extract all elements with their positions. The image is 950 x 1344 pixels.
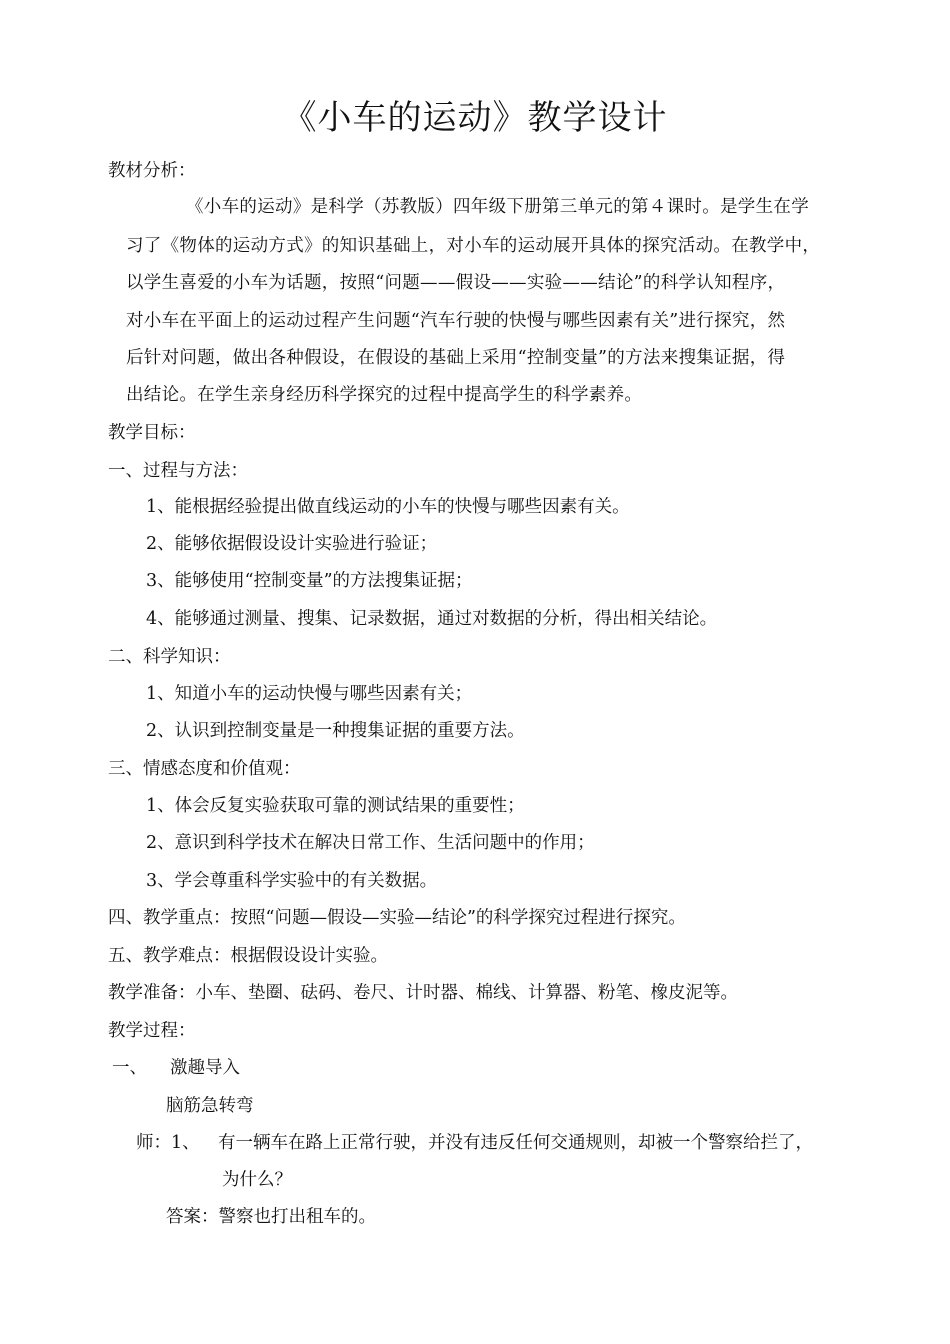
question-text-cont: 为什么？ [222, 1170, 292, 1190]
analysis-line: 习了《物体的运动方式》的知识基础上，对小车的运动展开具体的探究活动。在教学中， [126, 236, 821, 256]
process-heading: 教学过程： [108, 1021, 196, 1041]
analysis-line: 以学生喜爱的小车为话题，按照“问题——假设——实验——结论”的科学认知程序， [126, 273, 786, 293]
analysis-line: 《小车的运动》是科学（苏教版）四年级下册第三单元的第４课时。是学生在学 [186, 197, 809, 217]
list-item: 1、知道小车的运动快慢与哪些因素有关； [146, 684, 473, 704]
list-item: 2、意识到科学技术在解决日常工作、生活问题中的作用； [146, 833, 595, 853]
step-title: 激趣导入 [170, 1058, 240, 1078]
list-item: 2、能够依据假设设计实验进行验证； [146, 534, 438, 554]
question-text: 有一辆车在路上正常行驶，并没有违反任何交通规则，却被一个警察给拦了， [218, 1133, 813, 1153]
step-number: 一、 [112, 1058, 147, 1078]
section-heading: 二、科学知识： [108, 647, 231, 667]
section-heading: 一、过程与方法： [108, 461, 248, 481]
analysis-line: 后针对问题，做出各种假设，在假设的基础上采用“控制变量”的方法来搜集证据，得 [126, 348, 786, 368]
key-point: 四、教学重点：按照“问题—假设—实验—结论”的科学探究过程进行探究。 [108, 908, 686, 928]
answer-text: 答案：警察也打出租车的。 [166, 1207, 376, 1227]
preparation: 教学准备：小车、垫圈、砝码、卷尺、计时器、棉线、计算器、粉笔、橡皮泥等。 [108, 983, 738, 1003]
document-title: 《小车的运动》教学设计 [282, 98, 668, 138]
analysis-line: 对小车在平面上的运动过程产生问题“汽车行驶的快慢与哪些因素有关”进行探究，然 [126, 311, 786, 331]
list-item: 4、能够通过测量、搜集、记录数据，通过对数据的分析，得出相关结论。 [146, 609, 718, 629]
list-item: 2、认识到控制变量是一种搜集证据的重要方法。 [146, 721, 525, 741]
analysis-heading: 教材分析： [108, 161, 196, 181]
teacher-label: 师：1、 [136, 1133, 200, 1153]
list-item: 3、学会尊重科学实验中的有关数据。 [146, 871, 438, 891]
difficulty: 五、教学难点：根据假设设计实验。 [108, 946, 388, 966]
section-heading: 三、情感态度和价值观： [108, 759, 301, 779]
step-subtitle: 脑筋急转弯 [166, 1096, 254, 1116]
goals-heading: 教学目标： [108, 423, 196, 443]
analysis-line: 出结论。在学生亲身经历科学探究的过程中提高学生的科学素养。 [126, 385, 643, 405]
list-item: 1、能根据经验提出做直线运动的小车的快慢与哪些因素有关。 [146, 497, 630, 517]
list-item: 3、能够使用“控制变量”的方法搜集证据； [146, 571, 473, 591]
list-item: 1、体会反复实验获取可靠的测试结果的重要性； [146, 796, 525, 816]
